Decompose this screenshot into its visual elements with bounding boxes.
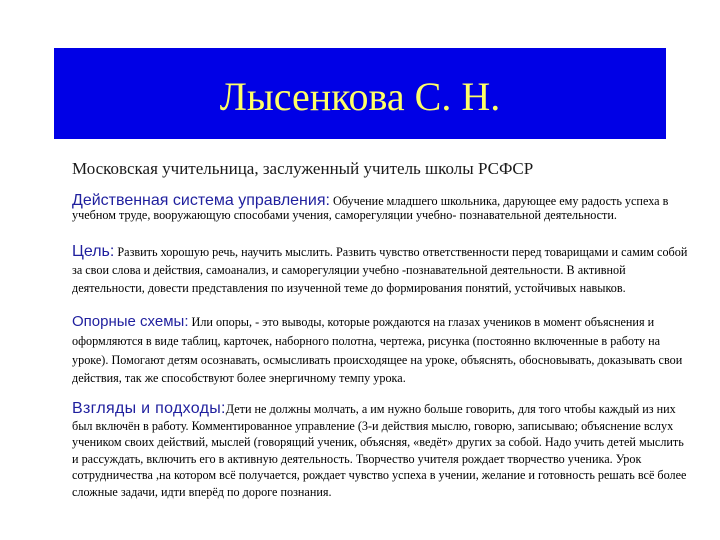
section-label: Цель:: [72, 243, 115, 260]
section-label: Действенная система управления:: [72, 192, 330, 209]
section-support-schemes: [72, 313, 688, 388]
section-goal: [72, 243, 688, 297]
title-banner: [54, 48, 666, 139]
slide-subtitle: Московская учительница, заслуженный учитель школы РСФСР: [72, 159, 534, 178]
section-text: Развить хорошую речь, научить мыслить. Развить чувство ответственности перед товарищами и самим собой за свои слова и действия, самоанализ, и саморегуляции учебно -познавательной деятельности. В активной деятельности, довести представления по изученной теме до формирования понятий, устойчивых навыков.: [72, 245, 688, 295]
section-label: Взгляды и подходы:: [72, 400, 226, 417]
section-views-approaches: [72, 401, 688, 501]
slide-title: Лысенкова С. Н.: [219, 73, 501, 119]
section-text: Обучение младшего школьника, дарующее ему радость успеха в учебном труде, вооружающую способами учения, саморегуляции учебно- познавательной деятельности.: [72, 194, 669, 222]
section-text: Или опоры, - это выводы, которые рождаются на глазах учеников в момент объяснения и оформляются в виде таблиц, карточек, наборного полотна, чертежа, рисунка (постоянно включенные в работу на уроке). Помогают детям осознавать, осмысливать происходящее на уроке, объяснять, обосновывать, доказывать свои действия, так же способствуют более энергичному темпу урока.: [72, 315, 683, 386]
section-label: Опорные схемы:: [72, 313, 189, 330]
section-text: Дети не должны молчать, а им нужно больше говорить, для того чтобы каждый из них был включён в работу. Комментированное управление (3-и действия мыслю, говорю, записываю; объяснение вслух учеником своих действий, мыслей (говорящий ученик, объясняя, «ведёт» других за собой. Надо учить детей мыслить и рассуждать, включить его в активную деятельность. Творчество учителя рождает творчество ученика. Урок сотрудничества ,на котором всё получается, рождает чувство успеха в учении, желание и готовность решать всё более сложные задачи, идти вперёд по дороге познания.: [72, 402, 687, 499]
section-management-system: [72, 194, 688, 222]
